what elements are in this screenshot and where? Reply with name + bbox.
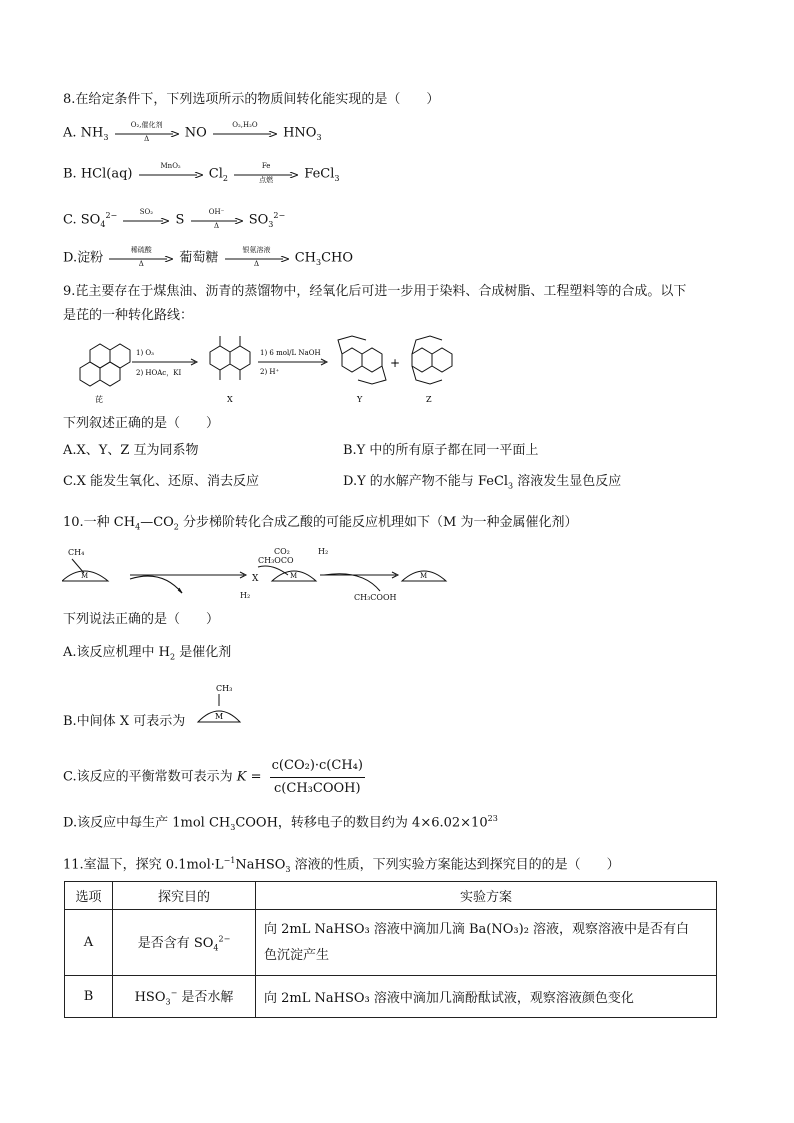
label-pyrene: 芘: [95, 395, 103, 404]
q10-mechanism-diagram: [62, 545, 452, 607]
pyrene-reaction-scheme: [70, 330, 470, 408]
reaction-arrow: OH⁻ Δ: [191, 210, 243, 230]
svg-text:2) H⁺: 2) H⁺: [260, 368, 280, 376]
equilibrium-constant-fraction: $\frac{\text{c(CO₂)·c(CH₄)}}{\text{c(CH₃COOH)}}$: [271, 758, 363, 796]
svg-text:H₂: H₂: [318, 547, 329, 556]
svg-text:CH₄: CH₄: [68, 548, 85, 557]
q9-option-d[interactable]: D.Y 的水解产物不能与 FeCl$_3$ 溶液发生显色反应: [343, 474, 622, 491]
q9-option-c[interactable]: C.X 能发生氧化、还原、消去反应: [63, 474, 260, 489]
svg-text:X: X: [252, 574, 259, 584]
compound-z-structure: [412, 336, 452, 384]
q9-stem-line2: 是芘的一种转化路线：: [63, 308, 194, 323]
svg-text:M: M: [81, 572, 89, 580]
table-row: B $HSO_3^-$ 是否水解 向 2mL NaHSO₃ 溶液中滴加几滴酚酞试液，观察溶液颜色变化: [65, 976, 717, 1018]
q8-option-d[interactable]: D.淀粉 稀硫酸 Δ 葡萄糖 银氨溶液 Δ $CH_3CHO$: [63, 246, 354, 268]
svg-text:M: M: [215, 712, 224, 721]
svg-text:M: M: [290, 572, 298, 580]
svg-text:CH₃OCO: CH₃OCO: [258, 556, 294, 565]
table-row: A 是否含有 $SO_4^{2-}$ 向 2mL NaHSO₃ 溶液中滴加几滴 Ba(NO₃)₂ 溶液，观察溶液中是否有白 色沉淀产生: [65, 910, 717, 976]
q10-option-c[interactable]: C.该反应的平衡常数可表示为 K = $\frac{\text{c(CO₂)·c(CH₄)}}{\text{c(CH₃COOH)}}$: [63, 756, 365, 799]
q10-ask: 下列说法正确的是（ ）: [63, 612, 220, 627]
q10-option-b[interactable]: B.中间体 X 可表示为: [63, 714, 186, 729]
compound-x-structure: [210, 336, 250, 380]
reaction-arrow: SO₂: [123, 210, 169, 230]
intermediate-x-structure: [196, 682, 242, 724]
compound-y-structure: [338, 336, 386, 384]
svg-text:X: X: [227, 395, 233, 404]
q8-option-b[interactable]: B. HCl(aq) MnO₂ $Cl_2$ Fe 点燃 FeCl$_3$: [63, 162, 340, 184]
q8-option-a[interactable]: A. $NH_3$ O₂,催化剂 Δ NO O₂,H₂O $HNO_3$: [63, 121, 322, 143]
svg-text:Y: Y: [357, 395, 363, 404]
q9-option-b[interactable]: B.Y 中的所有原子都在同一平面上: [343, 443, 539, 458]
reaction-arrow: O₂,H₂O: [213, 123, 277, 143]
svg-text:1) O₃: 1) O₃: [136, 349, 154, 357]
q10-option-a[interactable]: A.该反应机理中 $H_2$ 是催化剂: [63, 645, 232, 662]
svg-text:Z: Z: [426, 395, 432, 404]
svg-text:+: +: [390, 356, 401, 370]
q10-stem: 10.一种 $CH_4—CO_2$ 分步梯阶转化合成乙酸的可能反应机理如下（M 为一种金属催化剂）: [63, 515, 578, 532]
svg-text:H₂: H₂: [240, 591, 251, 600]
svg-text:CH₃COOH: CH₃COOH: [354, 593, 397, 602]
svg-text:CH₃: CH₃: [216, 684, 233, 693]
q10-option-d[interactable]: D.该反应中每生产 1mol $CH_3COOH$，转移电子的数目约为 $4\times 6.02\times 10^{23}$: [63, 814, 498, 832]
reaction-arrow: MnO₂: [139, 164, 203, 184]
reaction-arrow: 稀硫酸 Δ: [109, 248, 173, 268]
q11-table: [64, 881, 717, 1018]
svg-text:M: M: [420, 572, 428, 580]
svg-text:1) 6 mol/L NaOH: 1) 6 mol/L NaOH: [260, 349, 321, 357]
svg-text:2) HOAc，KI: 2) HOAc，KI: [136, 369, 182, 377]
pyrene-structure: [80, 344, 130, 386]
q9-stem-line1: 9.芘主要存在于煤焦油、沥青的蒸馏物中，经氧化后可进一步用于染料、合成树脂、工程塑料等的合成。以下: [63, 284, 687, 299]
reaction-arrow: Fe 点燃: [234, 164, 298, 184]
q8-stem: 8.在给定条件下，下列选项所示的物质间转化能实现的是（ ）: [63, 92, 440, 107]
table-header-row: 选项 探究目的 实验方案: [65, 882, 717, 910]
svg-text:CO₂: CO₂: [274, 547, 290, 556]
q8-option-c[interactable]: C. $SO_4^{2-}$ SO₂ S OH⁻ Δ $SO_3^{2-}$: [63, 207, 286, 230]
q9-ask: 下列叙述正确的是（ ）: [63, 416, 220, 431]
q9-option-a[interactable]: A.X、Y、Z 互为同系物: [63, 443, 199, 458]
reaction-arrow: O₂,催化剂 Δ: [115, 123, 179, 143]
reaction-arrow: 银氨溶液 Δ: [225, 248, 289, 268]
q11-stem: 11.室温下，探究 $0.1mol\cdot L^{-1}NaHSO_3$ 溶液的性质，下列实验方案能达到探究目的的是（ ）: [63, 856, 620, 874]
